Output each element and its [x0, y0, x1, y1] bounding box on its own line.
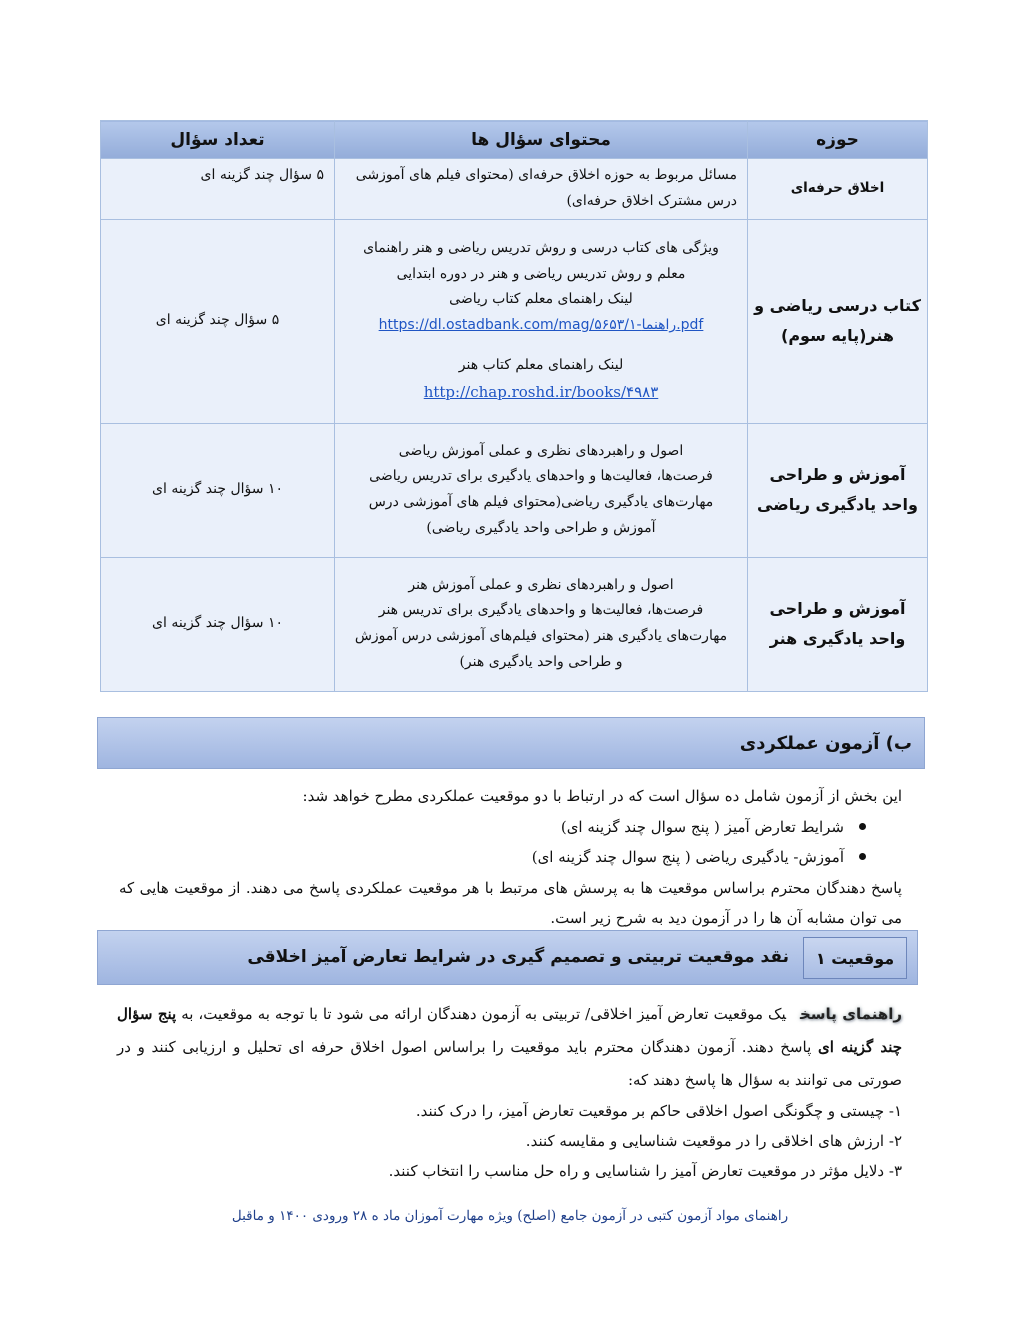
- header-area: حوزه: [748, 121, 928, 159]
- area-line: هنر(پایه سوم): [781, 326, 894, 346]
- content-line: لینک راهنمای معلم کتاب ریاضی: [449, 291, 633, 308]
- list-item: ۳- دلایل مؤثر در موقعیت تعارض آمیز را شناسایی و راه حل مناسب را انتخاب کنند.: [388, 1162, 902, 1180]
- content-line: مهارت‌های یادگیری هنر (محتوای فیلم‌های آموزشی درس آموزش: [354, 628, 728, 645]
- area-line: آموزش و طراحی: [769, 598, 906, 618]
- list-item: ۱- چیستی و چگونگی اصول اخلاقی حاکم بر موقعیت تعارض آمیز، را درک کنند.: [415, 1102, 902, 1120]
- content-line: آموزش و طراحی واحد یادگیری ریاضی): [426, 520, 656, 537]
- content-line: لینک راهنمای معلم کتاب هنر: [458, 357, 624, 374]
- count-cell: ۱۰ سؤال چند گزینه ای: [101, 423, 335, 557]
- math-guide-link[interactable]: https://dl.ostadbank.com/mag/۵۶۵۳/۱-راهنما.pdf: [378, 317, 704, 334]
- content-line: مسائل مربوط به حوزه اخلاق حرفه‌ای (محتوای فیلم های آموزشی: [355, 167, 737, 183]
- area-line: واحد یادگیری ریاضی: [757, 495, 918, 515]
- page-footer: راهنمای مواد آزمون کتبی در آزمون جامع (اصلح) ویژه مهارت آموزان ماد ه ۲۸ ورودی ۱۴۰۰ و ماقبل: [231, 1208, 789, 1224]
- response-paragraph: پاسخ دهندگان محترم براساس موقعیت ها به پرسش های مرتبط با هر موقعیت عملکردی پاسخ می دهند. از موقعیت هایی که می توان مشابه آن ها را در آزمون دید به شرح زیر است.: [119, 879, 902, 927]
- guide-bold-text: پنج سؤال چند گزینه ای: [117, 1005, 902, 1056]
- area-cell: [748, 219, 928, 423]
- content-line: فرصت‌ها، فعالیت‌ها و واحدهای یادگیری برای تدریس ریاضی: [369, 468, 713, 485]
- header-content: محتوای سؤال ها: [335, 121, 748, 159]
- table-row: [101, 219, 928, 423]
- area-cell: اخلاق حرفه‌ای: [748, 159, 928, 220]
- content-line: درس مشترک اخلاق حرفه‌ای): [566, 192, 737, 209]
- situation-list: [110, 812, 870, 872]
- list-item: ۲- ارزش های اخلاقی را در موقعیت شناسایی و مقایسه کنند.: [525, 1132, 902, 1150]
- art-guide-link[interactable]: http://chap.roshd.ir/books/۴۹۸۳: [423, 383, 659, 402]
- questions-table: [100, 120, 928, 692]
- area-line: آموزش و طراحی: [769, 464, 906, 484]
- content-line: معلم و روش تدریس ریاضی و هنر در دوره ابتدایی: [396, 265, 686, 282]
- count-cell: ۵ سؤال چند گزینه ای: [101, 159, 335, 220]
- situation-bar: [97, 930, 918, 985]
- content-cell: [335, 423, 748, 557]
- list-item: شرایط تعارض آمیز ( پنج سوال چند گزینه ای): [110, 812, 870, 842]
- table-header-row: [101, 121, 928, 159]
- section-heading: ب) آزمون عملکردی: [97, 717, 925, 769]
- content-line: و طراحی واحد یادگیری هنر): [459, 654, 623, 671]
- table-row: [101, 557, 928, 691]
- table-row: [101, 159, 928, 220]
- content-cell: [335, 219, 748, 423]
- content-cell: [335, 557, 748, 691]
- content-line: مهارت‌های یادگیری ریاضی(محتوای فیلم های آموزشی درس: [368, 494, 714, 511]
- situation-title: نقد موقعیت تربیتی و تصمیم گیری در شرایط تعارض آمیز اخلاقی: [247, 947, 789, 967]
- guide-text: پاسخ دهند. آزمون دهندگان محترم باید موقعیت را براساس اصول اخلاق حرفه ای تحلیل و ارزیابی کنند و در صورتی می توانند به سؤال ها پاسخ دهند که:: [117, 1038, 902, 1089]
- guide-text: یک موقعیت تعارض آمیز اخلاقی/ تربیتی به آزمون دهندگان ارائه می شود تا با توجه به موقعیت، به: [181, 1005, 786, 1023]
- content-cell: [335, 159, 748, 220]
- list-item: آموزش- یادگیری ریاضی ( پنج سوال چند گزینه ای): [110, 842, 870, 872]
- count-cell: ۵ سؤال چند گزینه ای: [101, 219, 335, 423]
- area-line: واحد یادگیری هنر: [769, 629, 906, 649]
- header-count: تعداد سؤال: [101, 121, 335, 159]
- guide-steps: [117, 1096, 902, 1186]
- content-line: ویژگی های کتاب درسی و روش تدریس ریاضی و هنر راهنمای: [363, 239, 719, 256]
- content-line: اصول و راهبردهای نظری و عملی آموزش ریاضی: [398, 442, 684, 459]
- guide-tag: راهنمای پاسخ: [799, 1005, 902, 1023]
- table-row: [101, 423, 928, 557]
- situation-label: موقعیت ۱: [803, 937, 907, 979]
- area-cell: [748, 557, 928, 691]
- guide-paragraph: [117, 998, 902, 1097]
- content-line: فرصت‌ها، فعالیت‌ها و واحدهای یادگیری برای تدریس هنر: [378, 602, 704, 619]
- count-cell: ۱۰ سؤال چند گزینه ای: [101, 557, 335, 691]
- intro-paragraph: این بخش از آزمون شامل ده سؤال است که در ارتباط با دو موقعیت عملکردی مطرح خواهد شد:: [302, 787, 902, 805]
- area-line: کتاب درسی ریاضی و: [754, 295, 921, 315]
- area-cell: [748, 423, 928, 557]
- content-line: اصول و راهبردهای نظری و عملی آموزش هنر: [408, 576, 674, 593]
